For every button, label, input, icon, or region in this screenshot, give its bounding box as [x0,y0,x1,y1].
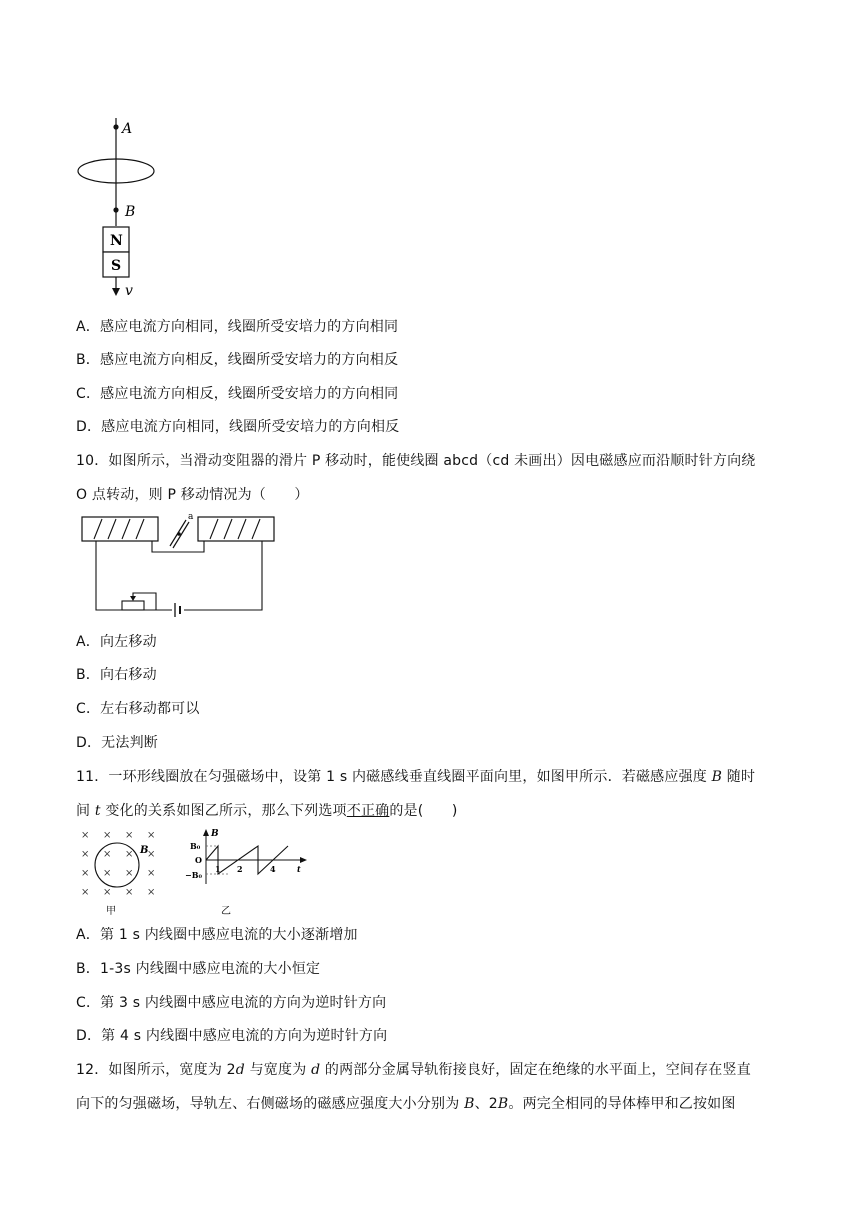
point-b [113,207,118,212]
rotating-coil [170,512,194,548]
arrow-down-icon [112,288,120,296]
q9-option-d: D．感应电流方向相同，线圈所受安培力的方向相反 [76,419,400,435]
svg-text:t: t [297,864,301,874]
svg-text:×: × [103,887,112,898]
q10-stem-line2: O 点转动，则 P 移动情况为（ ） [76,487,309,503]
point-a [113,124,118,129]
label-a: A [122,121,133,137]
svg-text:B: B [211,829,219,839]
q9-option-b: B．感应电流方向相反，线圈所受安培力的方向相反 [76,352,399,368]
svg-text:B₀: B₀ [190,841,201,851]
svg-text:×: × [81,849,90,860]
svg-text:×: × [103,868,112,879]
slider-p-icon [130,596,136,601]
q12-stem-line2: 向下的匀强磁场，导轨左、右侧磁场的磁感应强度大小分别为 B、2B。两完全相同的导体棒甲和乙按如图 [76,1096,736,1112]
svg-text:1: 1 [215,864,221,874]
svg-text:×: × [125,849,134,860]
svg-text:N: N [110,233,123,249]
rheostat [122,601,144,610]
axis-t-arrow-icon [300,857,307,863]
svg-text:×: × [147,830,156,841]
right-electromagnet [198,517,274,541]
q11-option-b: B．1-3s 内线圈中感应电流的大小恒定 [76,961,321,977]
svg-text:×: × [147,868,156,879]
q10-option-a: A．向左移动 [76,634,157,650]
svg-text:×: × [125,830,134,841]
q11-option-d: D．第 4 s 内线圈中感应电流的方向为逆时针方向 [76,1028,388,1044]
svg-text:×: × [125,887,134,898]
coil-label-a: a [188,512,194,522]
q10-stem-line1: 10．如图所示，当滑动变阻器的滑片 P 移动时，能使线圈 abcd（cd 未画出）因电磁感应而沿顺时针方向绕 [76,453,756,469]
q10-option-d: D．无法判断 [76,735,158,751]
velocity-label: v [125,283,133,299]
svg-text:×: × [147,887,156,898]
q11-figure-jia [76,826,168,918]
ring-coil [95,843,139,887]
left-electromagnet [82,517,158,541]
q11-stem-line2: 间 t 变化的关系如图乙所示，那么下列选项不正确的是( ) [76,803,458,819]
svg-text:B: B [140,845,149,856]
q10-option-b: B．向右移动 [76,667,157,683]
q9-option-a: A．感应电流方向相同，线圈所受安培力的方向相同 [76,319,399,335]
svg-text:×: × [81,887,90,898]
axis-b-arrow-icon [203,829,209,836]
q9-option-c: C．感应电流方向相反，线圈所受安培力的方向相同 [76,386,399,402]
q11-option-a: A．第 1 s 内线圈中感应电流的大小逐渐增加 [76,927,358,943]
svg-text:S: S [111,258,122,274]
svg-text:×: × [125,868,134,879]
svg-text:O: O [195,855,202,865]
svg-text:×: × [147,849,156,860]
q11-figure-yi [184,826,324,918]
svg-text:2: 2 [237,864,243,874]
svg-text:4: 4 [270,864,276,874]
svg-text:×: × [81,868,90,879]
underlined-not-correct: 不正确 [346,803,390,819]
label-b: B [125,204,136,220]
q10-option-c: C．左右移动都可以 [76,701,200,717]
field-crosses [81,830,155,898]
svg-text:×: × [103,830,112,841]
svg-text:−B₀: −B₀ [185,870,202,880]
q9-magnet-ring-figure [70,108,170,303]
caption-yi: 乙 [221,906,231,917]
caption-jia: 甲 [106,906,116,917]
svg-text:×: × [81,830,90,841]
q11-option-c: C．第 3 s 内线圈中感应电流的方向为逆时针方向 [76,995,387,1011]
q10-circuit-figure [76,510,276,618]
q12-stem-line1: 12．如图所示，宽度为 2d 与宽度为 d 的两部分金属导轨衔接良好，固定在绝缘的水平面上，空间存在竖直 [76,1062,751,1078]
q11-stem-line1: 11．一环形线圈放在匀强磁场中，设第 1 s 内磁感线垂直线圈平面向里，如图甲所示．若磁感应强度 B 随时 [76,769,756,785]
svg-text:×: × [103,849,112,860]
